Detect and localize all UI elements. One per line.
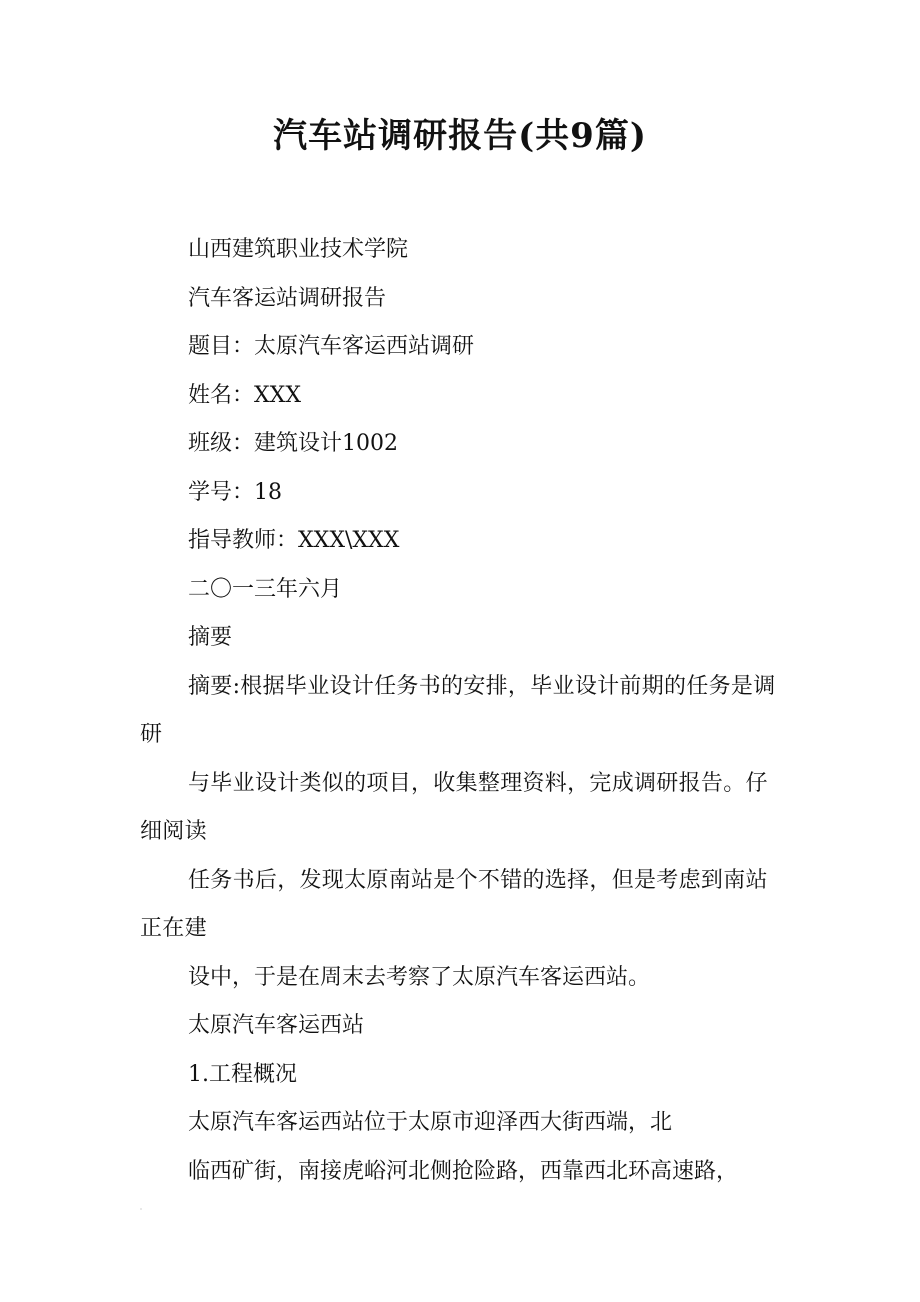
paragraph-abstract-heading: 摘要: [188, 625, 233, 650]
document-body: [140, 226, 790, 1196]
paragraph-abstract-2: 与毕业设计类似的项目，收集整理资料，完成调研报告。仔细阅读: [140, 770, 768, 844]
paragraph-abstract-1: 摘要:根据毕业设计任务书的安排，毕业设计前期的任务是调研: [140, 673, 776, 747]
paragraph-abstract-4: 设中，于是在周末去考察了太原汽车客运西站。: [188, 964, 651, 990]
paragraph-location-2: 临西矿街，南接虎峪河北侧抢险路，西靠西北环高速路，: [188, 1158, 739, 1184]
paragraph-date: 二〇一三年六月: [188, 576, 343, 602]
paragraph-section-heading: 1.工程概况: [188, 1061, 297, 1087]
paragraph-abstract-3: 任务书后，发现太原南站是个不错的选择，但是考虑到南站正在建: [140, 867, 768, 941]
paragraph-student-name: 姓名：XXX: [188, 382, 301, 408]
paragraph-location-1: 太原汽车客运西站位于太原市迎泽西大街西端，北: [188, 1110, 673, 1135]
paragraph-student-id: 学号：18: [188, 479, 282, 505]
paragraph-topic: 题目：太原汽车客运西站调研: [188, 334, 475, 359]
document-title: 汽车站调研报告(共9篇): [273, 116, 647, 156]
paragraph-station-heading: 太原汽车客运西站: [188, 1013, 365, 1038]
paragraph-class: 班级：建筑设计1002: [188, 431, 398, 456]
paragraph-report-name: 汽车客运站调研报告: [188, 285, 387, 311]
scan-speck: [140, 1208, 142, 1210]
paragraph-school: 山西建筑职业技术学院: [188, 237, 409, 262]
paragraph-advisor: 指导教师：XXX\XXX: [188, 528, 400, 553]
